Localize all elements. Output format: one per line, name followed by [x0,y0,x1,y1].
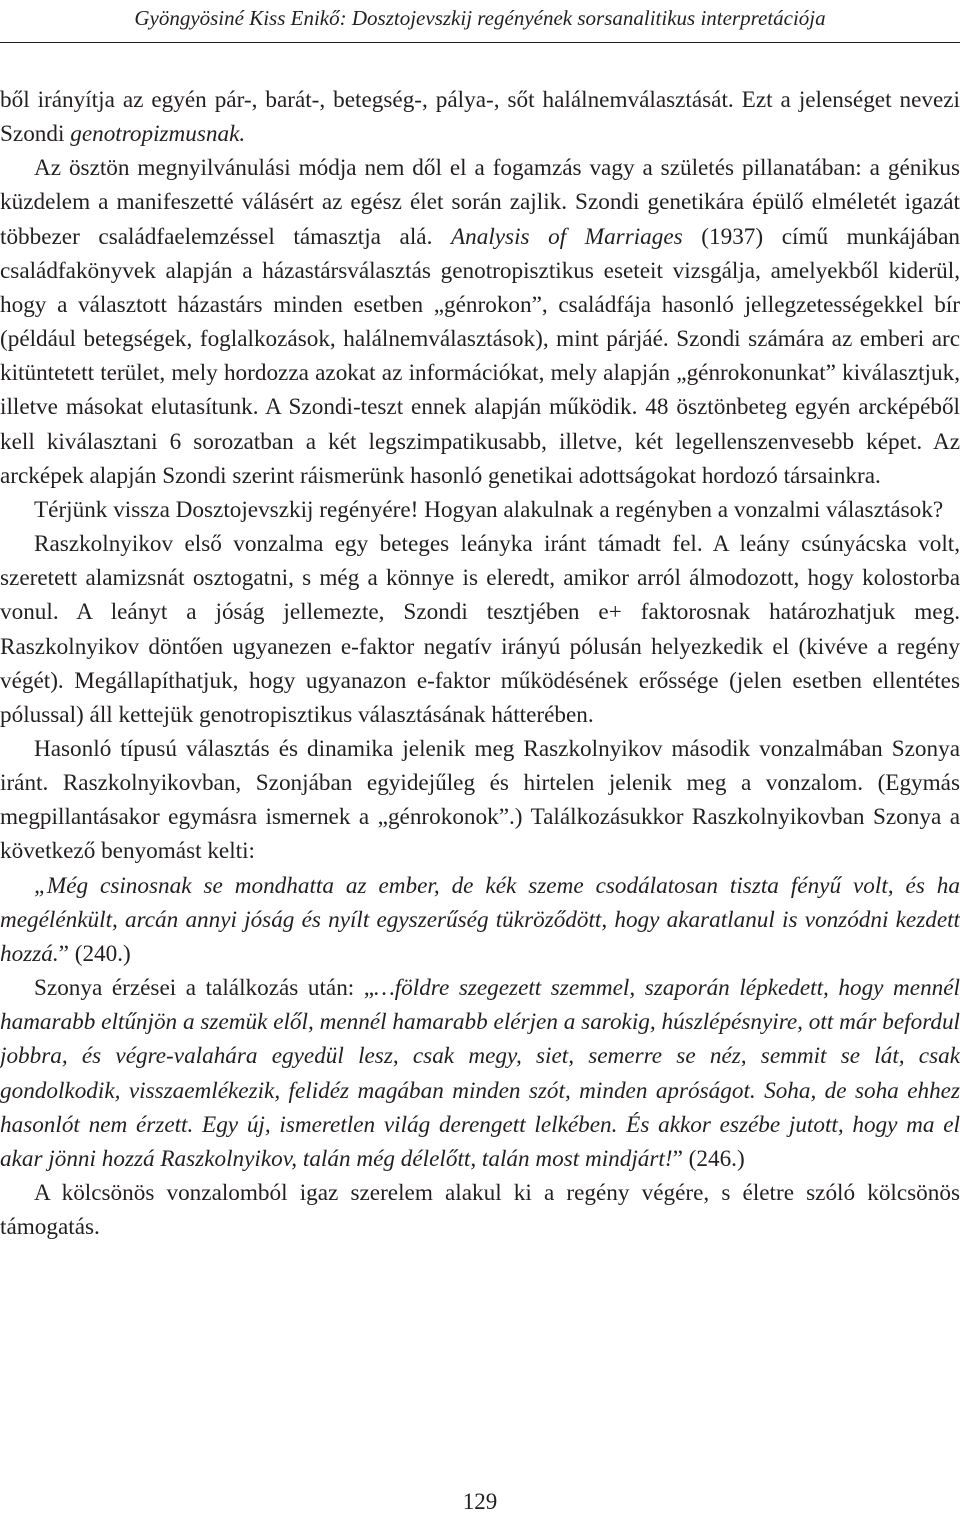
header-rule [0,42,960,43]
text-run: Raszkolnyikov első vonzalma egy beteges leányka iránt támadt fel. A leány csúnyácska volt, szeretett alamizsnát osztogatni, s még a könnye is eleredt, amikor arról álmodozott, hogy kolostorba vonul. A leányt a jóság jellemezte, Szondi tesztjében e+ faktorosnak határozhatjuk meg. Raszkolnyikov döntően ugyanezen e-faktor negatív irányú pólusán helyezkedik el (kivéve a regény végét). Megállapíthatjuk, hogy ugyanazon e-faktor működésének erőssége (jelen esetben ellentétes pólussal) áll kettejük genotropisztikus választásának hátterében. [0,531,960,728]
paragraph [0,151,960,493]
paragraph [0,1176,960,1244]
text-run: Szonya érzései a találkozás után: „ [34,975,375,1002]
text-run: ” (240.) [58,940,131,967]
paragraph [0,493,960,527]
body-text [0,83,960,1244]
paragraph [0,527,960,732]
text-run: Hasonló típusú választás és dinamika jelenik meg Raszkolnyikov második vonzalmában Szonya iránt. Raszkolnyikovban, Szonjában egyidejűleg és hirtelen jelenik meg a vonzalom. (Egymás megpillantásakor egymásra ismernek a „génrokonok”.) Találkozásukkor Raszkolnyikovban Szonya a következő benyomást kelti: [0,735,960,865]
paragraph [0,732,960,869]
text-run: Térjünk vissza Dosztojevszkij regényére! Hogyan alakulnak a regényben a vonzalmi választások? [34,496,944,523]
text-run: A kölcsönös vonzalomból igaz szerelem alakul ki a regény végére, s életre szóló kölcsönös támogatás. [0,1180,960,1241]
paragraph [0,83,960,151]
page-number: 129 [462,1489,498,1514]
text-run: ” (246.) [672,1145,745,1172]
italic-text-run: genotropizmusnak. [70,121,246,148]
italic-text-run: Analysis of Marriages [450,223,683,250]
italic-text-run: …földre szegezett szemmel, szaporán lépkedett, hogy mennél hamarabb eltűnjön a szemük elől, mennél hamarabb elérjen a sarokig, húszlépésnyire, ott már befordul jobbra, és végre-valahára egyedül lesz, csak megy, siet, semerre se néz, semmit se lát, csak gondolkodik, visszaemlékezik, felidéz magában minden szót, minden apróságot. Soha, de soha ehhez hasonlót nem érzett. Egy új, ismeretlen világ derengett lelkében. És akkor eszébe jutott, hogy ma el akar jönni hozzá Raszkolnyikov, talán még délelőtt, talán most mindjárt! [0,975,960,1172]
paragraph [0,869,960,971]
italic-text-run: „Még csinosnak se mondhatta az ember, de kék szeme csodálatosan tiszta fényű volt, és ha megélénkült, arcán annyi jóság és nyílt egyszerűség tükröződött, hogy akaratlanul is vonzódni kezdett hozzá. [0,872,960,967]
text-run: ből irányítja az egyén pár-, barát-, betegség-, pálya-, sőt halálnemválasztását. Ezt a jelenséget nevezi Szondi [0,87,960,148]
text-run: Az ösztön megnyilvánulási módja nem dől el a fogamzás vagy a születés pillanatában: a génikus küzdelem a manifeszetté válásért az egész élet során zajlik. Szondi genetikára épülő elméletét igazát többezer családfaelemzéssel támasztja alá. [0,155,960,250]
paragraph [0,971,960,1176]
running-head: Gyöngyösiné Kiss Enikő: Dosztojevszkij regényének sorsanalitikus interpretációja [134,6,826,30]
text-run: (1937) című munkájában családfakönyvek alapján a házastársválasztás genotropisztikus eseteit vizsgálja, amelyekből kiderül, hogy a választott házastárs minden esetben „génrokon”, családfája hasonló jellegzetességekkel bír (például betegségek, foglalkozások, halálnemválasztások), mint párjáé. Szondi számára az emberi arc kitüntetett terület, mely hordozza azokat az információkat, mely alapján „génrokonunkat” kiválasztjuk, illetve másokat elutasítunk. A Szondi-teszt ennek alapján működik. 48 ösztönbeteg egyén arcképéből kell kiválasztani 6 sorozatban a két legszimpatikusabb, illetve, két legellenszenvesebb képet. Az arcképek alapján Szondi szerint ráismerünk hasonló genetikai adottságokat hordozó társainkra. [0,223,960,489]
